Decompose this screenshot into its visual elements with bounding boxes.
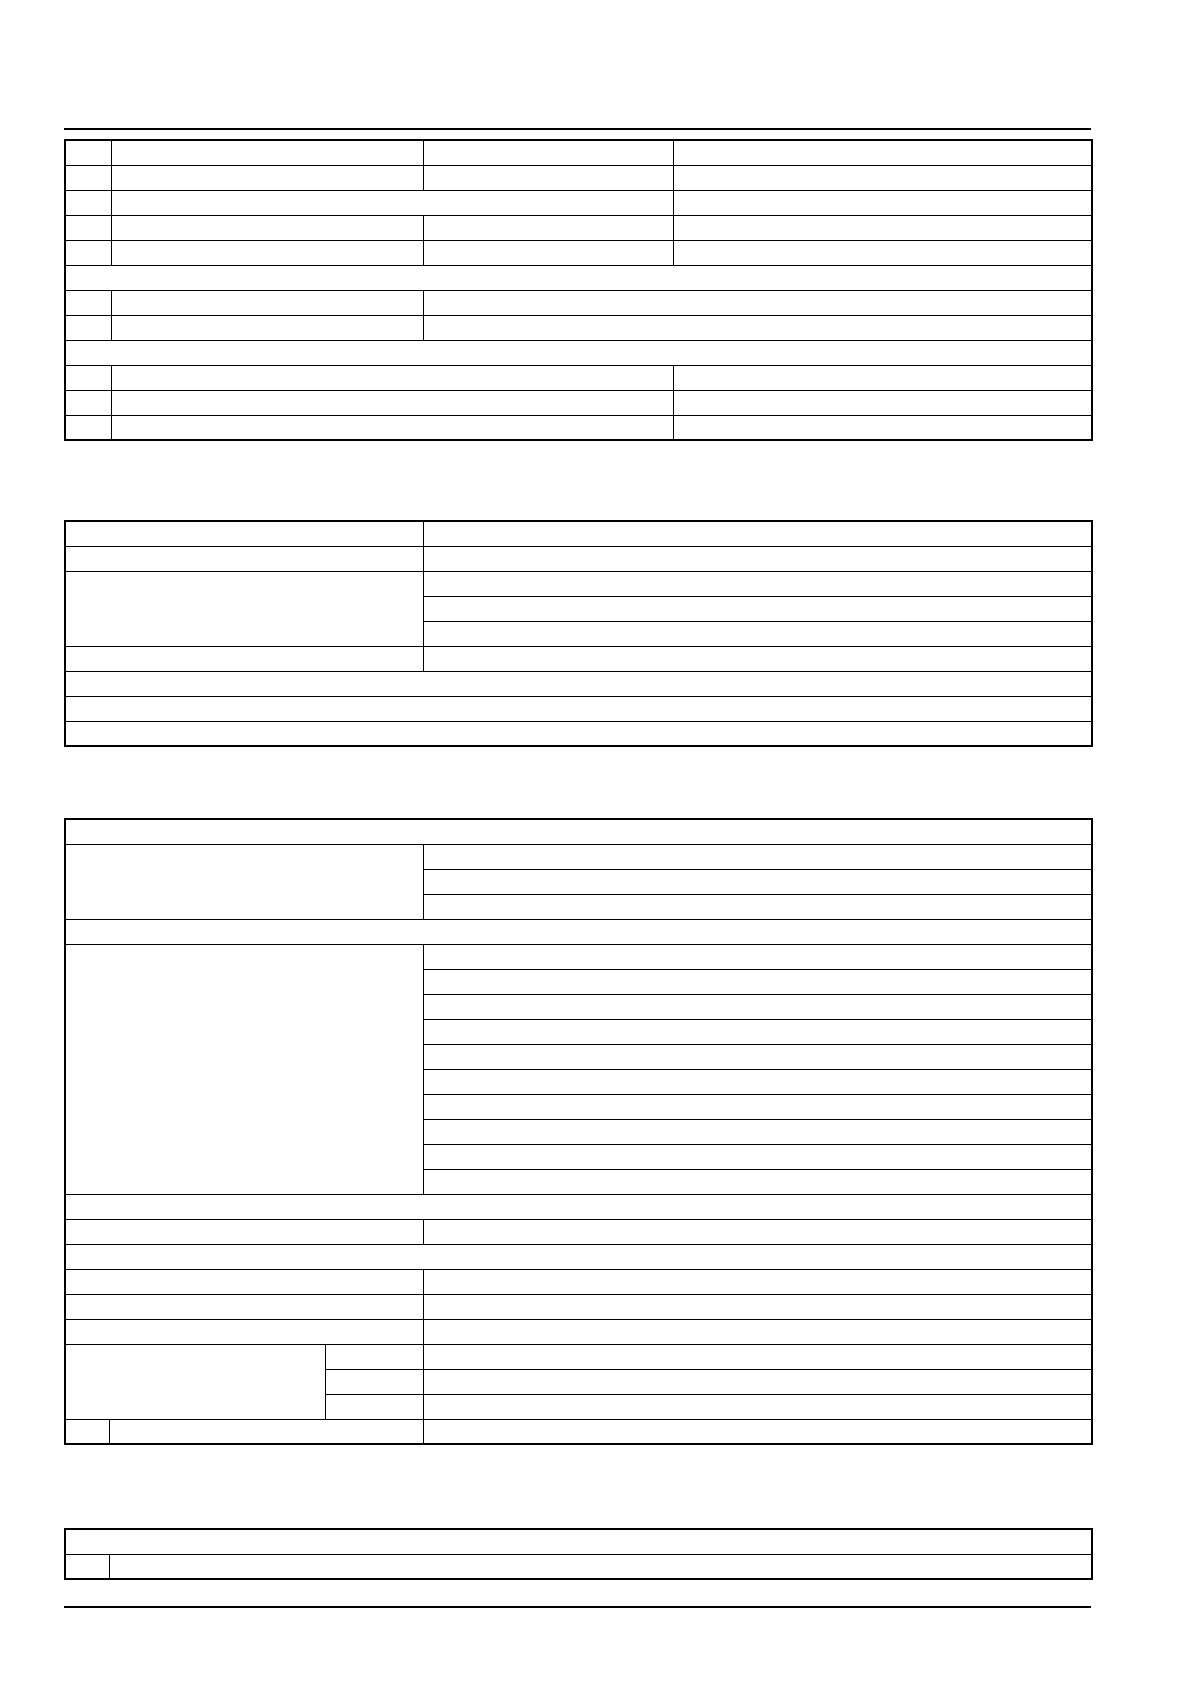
table-cell[interactable]	[423, 546, 1092, 571]
table-cell[interactable]	[423, 1419, 1092, 1444]
table-row	[65, 315, 1092, 340]
section-header-cell	[65, 819, 1092, 844]
table-cell[interactable]	[673, 165, 1092, 190]
table-cell[interactable]	[111, 140, 423, 165]
table-cell[interactable]	[109, 1554, 1092, 1579]
table-cell[interactable]	[423, 165, 673, 190]
table-row	[65, 844, 1092, 869]
table-cell[interactable]	[423, 1369, 1092, 1394]
table-cell[interactable]	[111, 215, 423, 240]
table-cell[interactable]	[65, 571, 423, 646]
table-row	[65, 390, 1092, 415]
table-cell[interactable]	[423, 1269, 1092, 1294]
table-cell[interactable]	[423, 1169, 1092, 1194]
table-cell[interactable]	[423, 1294, 1092, 1319]
table-row	[65, 290, 1092, 315]
section-row	[65, 1194, 1092, 1219]
table-cell[interactable]	[673, 140, 1092, 165]
table-cell[interactable]	[65, 671, 1092, 696]
table-cell[interactable]	[65, 1269, 423, 1294]
table-row	[65, 1294, 1092, 1319]
table-cell[interactable]	[111, 290, 423, 315]
table-cell[interactable]	[423, 1044, 1092, 1069]
table-row	[65, 215, 1092, 240]
table-cell[interactable]	[111, 190, 673, 215]
table-cell[interactable]	[65, 140, 111, 165]
table-cell[interactable]	[423, 1319, 1092, 1344]
section-row	[65, 1529, 1092, 1554]
table-cell[interactable]	[65, 1319, 423, 1344]
table-cell[interactable]	[423, 1119, 1092, 1144]
table-row	[65, 1419, 1092, 1444]
table-row	[65, 546, 1092, 571]
table-cell[interactable]	[65, 215, 111, 240]
table-cell[interactable]	[423, 844, 1092, 869]
bottom-rule	[64, 1606, 1091, 1608]
table-cell[interactable]	[423, 315, 1092, 340]
table-cell[interactable]	[423, 1094, 1092, 1119]
table-cell[interactable]	[423, 646, 1092, 671]
section-header-cell	[65, 1194, 1092, 1219]
section-header-cell	[65, 340, 1092, 365]
table-cell[interactable]	[423, 215, 673, 240]
table-cell[interactable]	[65, 415, 111, 440]
table-cell[interactable]	[423, 994, 1092, 1019]
table-cell[interactable]	[111, 240, 423, 265]
table-row	[65, 165, 1092, 190]
table-cell[interactable]	[423, 571, 1092, 596]
form-table-2	[64, 520, 1093, 747]
table-row	[65, 944, 1092, 969]
table-cell[interactable]	[673, 415, 1092, 440]
table-cell[interactable]	[673, 240, 1092, 265]
table-cell[interactable]	[673, 365, 1092, 390]
table-row	[65, 646, 1092, 671]
table-row	[65, 571, 1092, 596]
table-cell[interactable]	[423, 944, 1092, 969]
table-cell[interactable]	[65, 1419, 109, 1444]
table-row	[65, 1344, 1092, 1369]
form-table-1	[64, 139, 1093, 441]
table-cell[interactable]	[111, 165, 423, 190]
table-row	[65, 1319, 1092, 1344]
table-row	[65, 190, 1092, 215]
table-row	[65, 365, 1092, 390]
table-cell[interactable]	[325, 1369, 423, 1394]
table-cell[interactable]	[109, 1419, 423, 1444]
table-cell[interactable]	[65, 165, 111, 190]
table-cell[interactable]	[423, 140, 673, 165]
table-cell[interactable]	[423, 290, 1092, 315]
table-cell[interactable]	[325, 1394, 423, 1419]
form-table-4	[64, 1528, 1093, 1580]
table-cell[interactable]	[423, 1144, 1092, 1169]
table-cell[interactable]	[673, 215, 1092, 240]
table-cell[interactable]	[423, 1069, 1092, 1094]
section-row	[65, 919, 1092, 944]
table-row	[65, 415, 1092, 440]
table-cell[interactable]	[673, 190, 1092, 215]
form-table-3	[64, 818, 1093, 1445]
table-cell[interactable]	[65, 240, 111, 265]
table-row	[65, 1219, 1092, 1244]
table-cell[interactable]	[423, 240, 673, 265]
table-row	[65, 521, 1092, 546]
table-cell[interactable]	[65, 844, 423, 919]
table-cell[interactable]	[325, 1344, 423, 1369]
section-header-cell	[65, 1244, 1092, 1269]
section-row	[65, 340, 1092, 365]
table-cell[interactable]	[111, 390, 673, 415]
table-cell[interactable]	[65, 1554, 109, 1579]
table-cell[interactable]	[65, 944, 423, 1194]
table-cell[interactable]	[423, 621, 1092, 646]
table-cell[interactable]	[423, 521, 1092, 546]
table-cell[interactable]	[65, 721, 1092, 746]
table-cell[interactable]	[65, 546, 423, 571]
table-cell[interactable]	[65, 315, 111, 340]
table-row	[65, 721, 1092, 746]
table-cell[interactable]	[65, 1294, 423, 1319]
table-cell[interactable]	[65, 290, 111, 315]
table-row	[65, 1269, 1092, 1294]
table-row	[65, 671, 1092, 696]
table-cell[interactable]	[423, 1019, 1092, 1044]
table-cell[interactable]	[423, 869, 1092, 894]
section-row	[65, 819, 1092, 844]
table-cell[interactable]	[65, 390, 111, 415]
table-cell[interactable]	[423, 1394, 1092, 1419]
table-row	[65, 140, 1092, 165]
table-cell[interactable]	[65, 1219, 423, 1244]
top-rule	[64, 128, 1091, 130]
table-cell[interactable]	[65, 646, 423, 671]
section-header-cell	[65, 919, 1092, 944]
table-cell[interactable]	[65, 696, 1092, 721]
section-row	[65, 1244, 1092, 1269]
table-row	[65, 1554, 1092, 1579]
table-cell[interactable]	[65, 1344, 325, 1419]
table-cell[interactable]	[423, 1219, 1092, 1244]
table-cell[interactable]	[65, 190, 111, 215]
table-cell[interactable]	[111, 365, 673, 390]
section-header-cell	[65, 1529, 1092, 1554]
table-cell[interactable]	[65, 521, 423, 546]
table-cell[interactable]	[65, 365, 111, 390]
table-cell[interactable]	[673, 390, 1092, 415]
table-row	[65, 696, 1092, 721]
table-cell[interactable]	[423, 596, 1092, 621]
table-cell[interactable]	[423, 969, 1092, 994]
table-cell[interactable]	[423, 1344, 1092, 1369]
section-header-cell	[65, 265, 1092, 290]
section-row	[65, 265, 1092, 290]
table-cell[interactable]	[111, 315, 423, 340]
table-cell[interactable]	[111, 415, 673, 440]
table-cell[interactable]	[423, 894, 1092, 919]
table-row	[65, 240, 1092, 265]
